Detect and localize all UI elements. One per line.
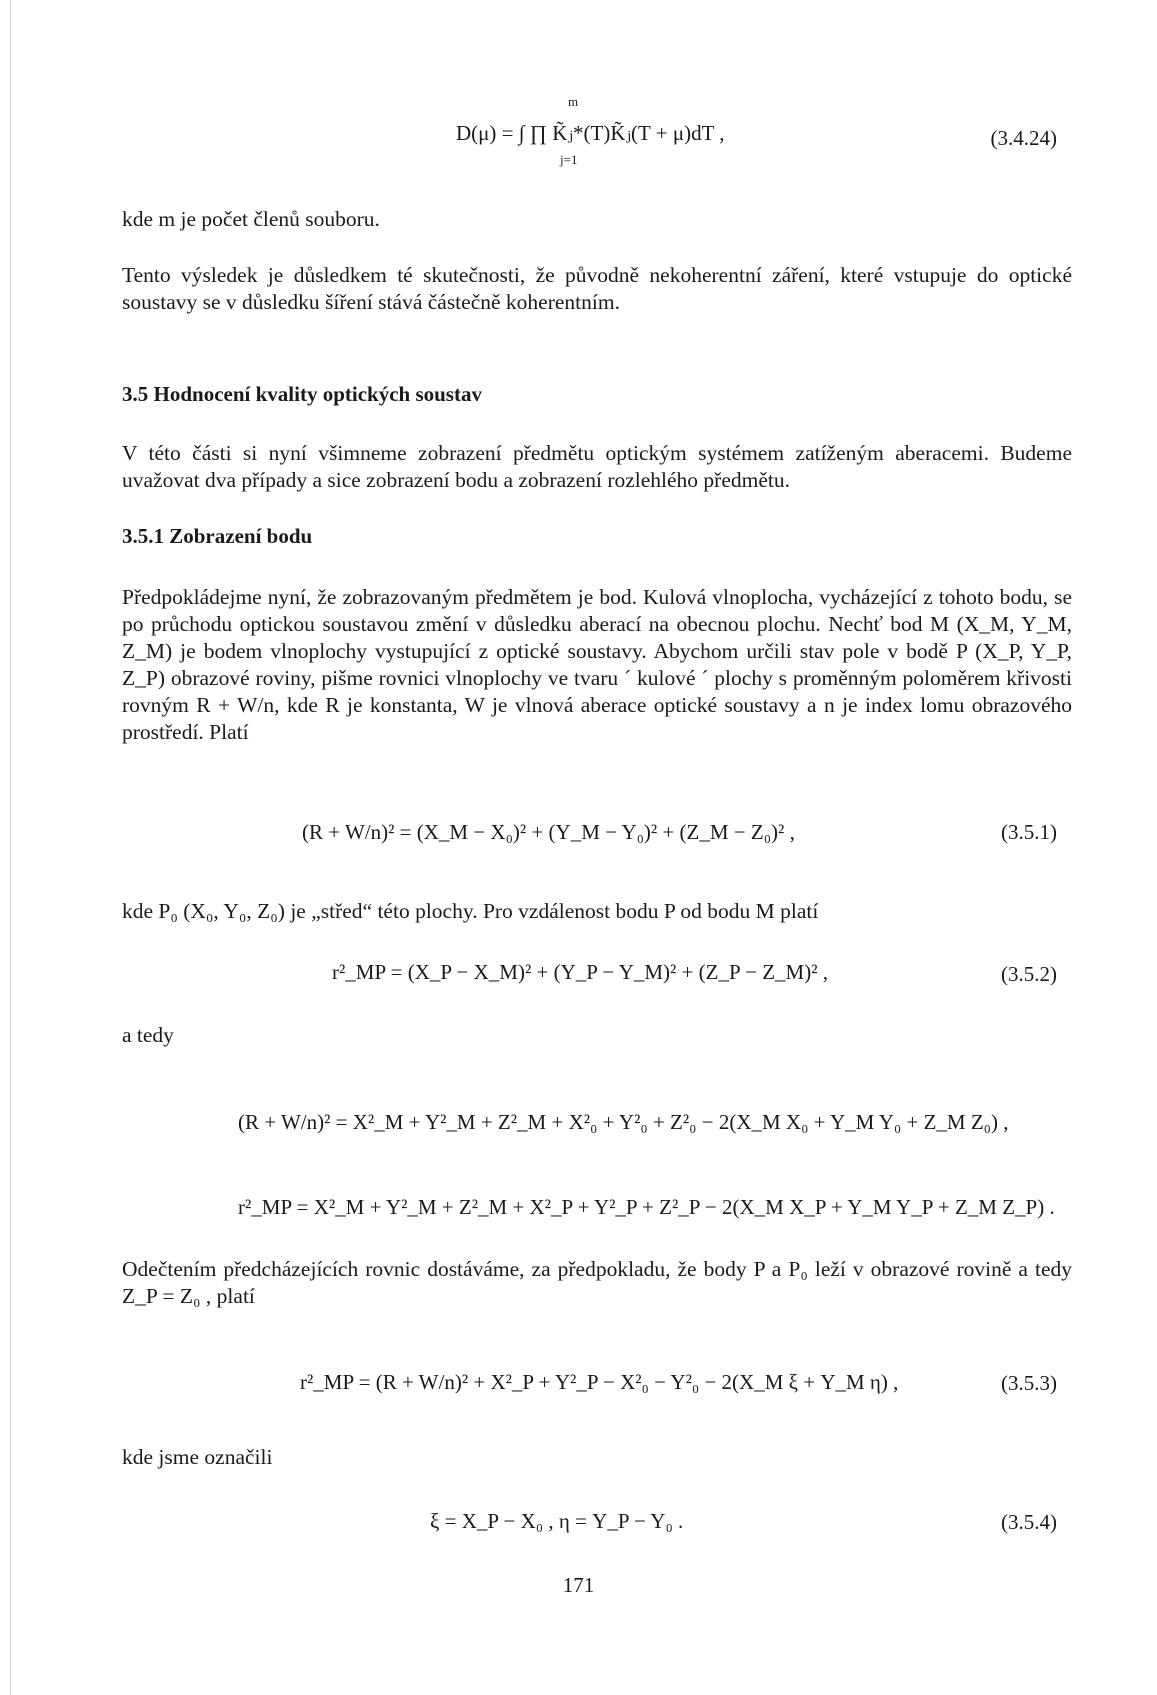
paragraph-point-imaging: Předpokládejme nyní, že zobrazovaným předmětem je bod. Kulová vlnoplocha, vycházející z tohoto bodu, se po průchodu optickou soustavou změní v důsledku aberací na obecnou plochu. Nechť bod M (X_M, Y_M, Z_M) je bodem vlnoplochy vystupující z optické soustavy. Abychom určili stav pole v bodě P (X_P, Y_P, Z_P) obrazové roviny, pišme rovnici vlnoplochy ve tvaru ´ kulové ´ plochy s proměnným poloměrem křivosti rovným R + W/n, kde R je konstanta, W je vlnová aberace optické soustavy a n je index lomu obrazového prostředí. Platí (122, 585, 1072, 744)
paragraph-intro: V této části si nyní všimneme zobrazení předmětu optickým systémem zatíženým aberacemi. Budeme uvažovat dva případy a sice zobrazení bodu a zobrazení rozlehlého předmětu. (122, 441, 1072, 492)
section-heading-3-5-1: 3.5.1 Zobrazení bodu (122, 524, 313, 548)
equation-3-5-2: r²_MP = (X_P − X_M)² + (Y_P − Y_M)² + (Z_P − Z_M)² , (332, 960, 829, 984)
equation-3-4-24-upper-limit: m (568, 94, 579, 109)
equation-3-5-3: r²_MP = (R + W/n)² + X²_P + Y²_P − X²₀ − Y²₀ − 2(X_M ξ + Y_M η) , (300, 1370, 899, 1394)
paragraph-subtraction: Odečtením předcházejících rovnic dostáváme, za předpokladu, že body P a P₀ leží v obrazové rovině a tedy Z_P = Z₀ , platí (122, 1257, 1072, 1308)
paragraph-and-thus: a tedy (122, 1023, 174, 1047)
equation-expanded-distance: r²_MP = X²_M + Y²_M + Z²_M + X²_P + Y²_P + Z²_P − 2(X_M X_P + Y_M Y_P + Z_M Z_P) . (238, 1195, 1055, 1219)
equation-number-3-5-2: (3.5.2) (1001, 962, 1057, 986)
paragraph-result: Tento výsledek je důsledkem té skutečnosti, že původně nekoherentní záření, které vstupuje do optické soustavy se v důsledku šíření stává částečně koherentním. (122, 263, 1072, 314)
scan-edge (10, 0, 11, 1695)
paragraph-denoted: kde jsme označili (122, 1445, 273, 1469)
equation-3-5-1: (R + W/n)² = (X_M − X₀)² + (Y_M − Y₀)² + (Z_M − Z₀)² , (302, 820, 795, 844)
equation-number-3-5-4: (3.5.4) (1001, 1510, 1057, 1534)
equation-3-5-4: ξ = X_P − X₀ , η = Y_P − Y₀ . (430, 1509, 684, 1533)
equation-3-4-24: D(μ) = ∫ ∏ K̃ⱼ*(T)K̃ⱼ(T + μ)dT , (456, 121, 725, 145)
paragraph-center: kde P₀ (X₀, Y₀, Z₀) je „střed“ této plochy. Pro vzdálenost bodu P od bodu M platí (122, 899, 819, 923)
page-number: 171 (562, 1573, 595, 1597)
equation-number-3-5-3: (3.5.3) (1001, 1371, 1057, 1395)
paragraph-members: kde m je počet členů souboru. (122, 207, 380, 231)
equation-number-3-4-24: (3.4.24) (990, 126, 1057, 150)
equation-3-4-24-lower-limit: j=1 (560, 152, 578, 167)
equation-number-3-5-1: (3.5.1) (1001, 820, 1057, 844)
equation-expanded-wave: (R + W/n)² = X²_M + Y²_M + Z²_M + X²₀ + Y²₀ + Z²₀ − 2(X_M X₀ + Y_M Y₀ + Z_M Z₀) , (238, 1110, 1009, 1134)
section-heading-3-5: 3.5 Hodnocení kvality optických soustav (122, 382, 482, 406)
